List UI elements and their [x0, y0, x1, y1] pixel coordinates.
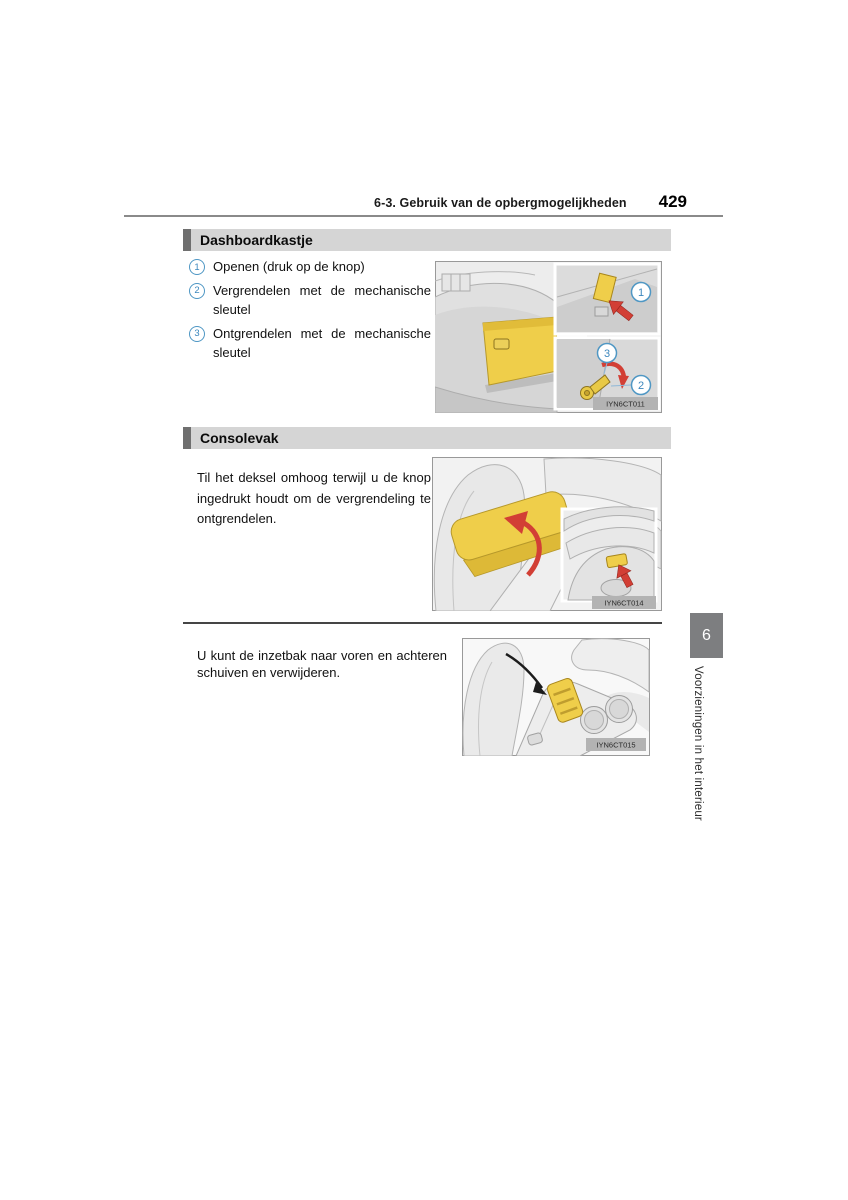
vent-icon	[442, 274, 470, 291]
console-body-text: Til het deksel omhoog terwijl u de knop ingedrukt houdt om de vergrendeling te ontgrendelen.	[197, 470, 431, 526]
page-number: 429	[658, 192, 687, 211]
section-title: Consolevak	[200, 430, 279, 446]
dashboard-instruction-list	[189, 257, 431, 367]
figure-tray-illustration	[462, 638, 650, 756]
list-item	[189, 281, 431, 320]
chapter-tab	[690, 613, 723, 658]
inset-lock-button	[562, 507, 656, 601]
header-section-label: 6-3. Gebruik van de opbergmogelijkheden	[374, 196, 627, 210]
page-header	[124, 192, 723, 212]
header-rule	[124, 215, 723, 217]
figure-code: IYN6CT015	[596, 740, 636, 750]
list-item	[189, 257, 431, 277]
chapter-number: 6	[702, 626, 711, 644]
svg-text:1: 1	[637, 287, 645, 299]
callout-number-icon: 2	[189, 283, 205, 299]
section-divider	[183, 622, 662, 624]
inset-open-button	[555, 264, 659, 334]
glovebox-latch	[494, 339, 509, 349]
chapter-title-vertical: Voorzieningen in het interieur	[692, 666, 704, 821]
callout-number-icon: 3	[189, 326, 205, 342]
callout-number-icon: 1	[189, 259, 205, 275]
list-item-text: Ontgrendelen met de mechanische sleutel	[213, 325, 431, 360]
figure-code: IYN6CT011	[606, 399, 645, 409]
figure-console-illustration	[432, 457, 662, 611]
list-item-text: Openen (druk op de knop)	[213, 259, 365, 274]
list-item	[189, 324, 431, 363]
svg-text:2: 2	[637, 380, 645, 392]
section-header-dashboardkastje	[183, 229, 671, 251]
svg-text:3: 3	[603, 348, 611, 360]
list-item-text: Vergrendelen met de mechanische sleutel	[213, 282, 431, 317]
section-header-consolevak	[183, 427, 671, 449]
figure-glovebox-illustration	[435, 261, 662, 413]
tray-body-text: U kunt de inzetbak naar voren en achteren schuiven en verwijderen.	[197, 648, 447, 680]
section-title: Dashboardkastje	[200, 232, 313, 248]
figure-code: IYN6CT014	[604, 598, 644, 608]
